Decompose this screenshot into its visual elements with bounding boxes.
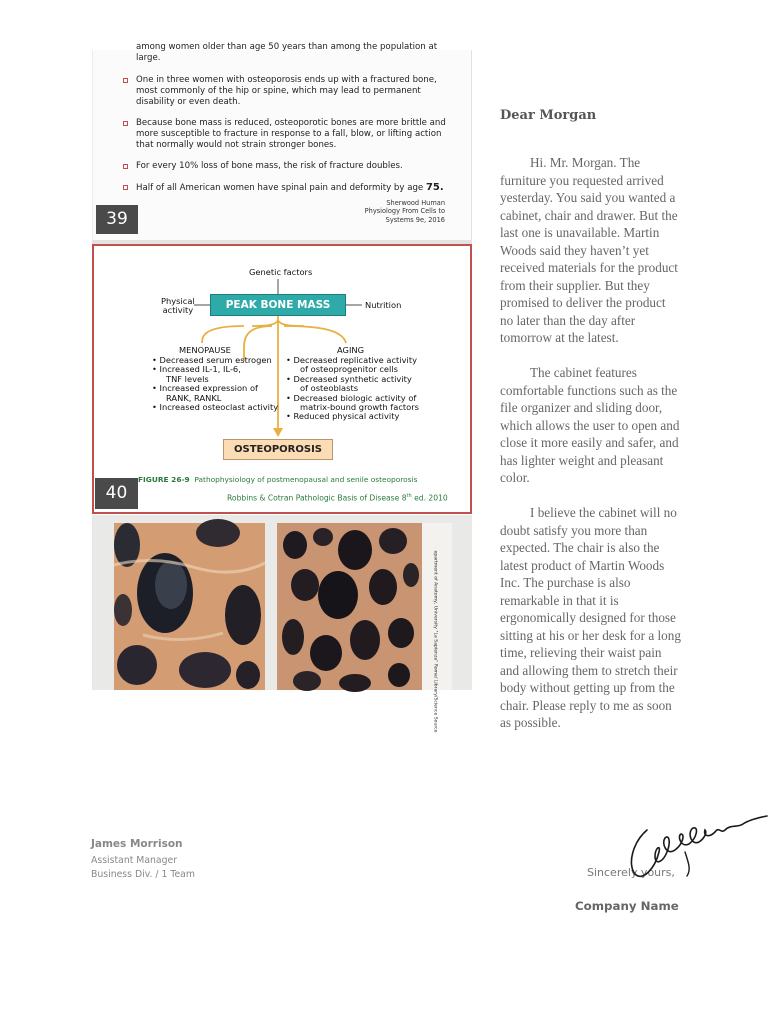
bullet-square-icon (123, 164, 128, 169)
bullet-item: Half of all American women have spinal pain and deformity by age 75. (123, 182, 453, 194)
genetic-factors-label: Genetic factors (249, 267, 313, 277)
handwritten-signature (625, 812, 768, 884)
letter-paragraph: Hi. Mr. Morgan. The furniture you requested arrived yesterday. You said you wanted a cabinet, chair and drawer. But the last one is unavailable. Martin Woods said they haven’t yet received materials for the product from their supplier. But they promised to deliver the product no later than the day after tomorrow at the latest. (500, 155, 678, 345)
letter-body (500, 154, 682, 749)
letter-paragraph: I believe the cabinet will no doubt satisfy you more than expected. The chair is also the latest product of Martin Woods Inc. The purchase is also remarkable in that it is ergonomically designed for those sitting at his or her desk for a long time, relieving their waist pain and allowing them to stretch their body without getting up from the chair. Please reply to me as soon as possible. (500, 505, 681, 730)
sender-role: Assistant Manager (91, 855, 178, 866)
slide-number: 40 (95, 478, 138, 509)
slide-39 (92, 42, 472, 240)
bullet-item: Because bone mass is reduced, osteoporotic bones are more brittle and more susceptible to fracture in response to a fall, blow, or lifting action that normally would not strain stronger bones. (123, 118, 453, 151)
aging-factors: • Decreased replicative activity of osteoprogenitor cells • Decreased synthetic activity of osteoblasts • Decreased biologic activity of matrix-bound growth factors • Reduced physical activity (286, 355, 419, 422)
osteoporosis-box: OSTEOPOROSIS (223, 439, 333, 460)
bullet-item: among women older than age 50 years than among the population at large. (136, 42, 438, 63)
bullet-square-icon (123, 185, 128, 190)
letter-paragraph: The cabinet features comfortable functions such as the file organizer and sliding door, which allows the user to open and close it more easily and safer, and has lighter weight and pleasant color. (500, 365, 680, 485)
menopause-title: MENOPAUSE (179, 345, 231, 355)
menopause-factors: • Decreased serum estrogen • Increased IL-1, IL-6, TNF levels • Increased expression of RANK, RANKL • Increased osteoclast activity (152, 355, 279, 413)
slide-40 (92, 244, 472, 514)
photo-credit: epartment of Anatomy, University "La Sapienza" Rome/ Library/Science Source (432, 550, 438, 733)
company-name: Company Name (575, 899, 679, 913)
slide-39-bullet-list (123, 42, 453, 204)
slide-number: 39 (96, 205, 138, 234)
bullet-item: One in three women with osteoporosis ends up with a fractured bone, most commonly of the hip or spine, which may lead to permanent disability or even death. (123, 75, 453, 108)
letter-greeting: Dear Morgan (500, 108, 597, 123)
figure-reference: Robbins & Cotran Pathologic Basis of Disease 8th ed. 2010 (227, 493, 448, 503)
bone-micrograph-photos (92, 515, 472, 733)
figure-caption: FIGURE 26-9 Pathophysiology of postmenopausal and senile osteoporosis (138, 475, 418, 484)
bone-micrograph-image (93, 515, 473, 733)
sender-team: Business Div. / 1 Team (91, 869, 195, 880)
aging-title: AGING (337, 345, 365, 355)
peak-bone-mass-box: PEAK BONE MASS (210, 294, 346, 316)
bullet-square-icon (123, 78, 128, 83)
physical-activity-label: Physical activity (161, 296, 195, 316)
letter-closing: Sincerely yours, (587, 866, 675, 879)
nutrition-label: Nutrition (365, 300, 402, 310)
bullet-square-icon (123, 121, 128, 126)
sender-name: James Morrison (91, 838, 183, 850)
slide-39-citation: Sherwood Human Physiology From Cells to Systems 9e, 2016 (364, 199, 445, 224)
bullet-item: For every 10% loss of bone mass, the risk of fracture doubles. (123, 161, 453, 172)
